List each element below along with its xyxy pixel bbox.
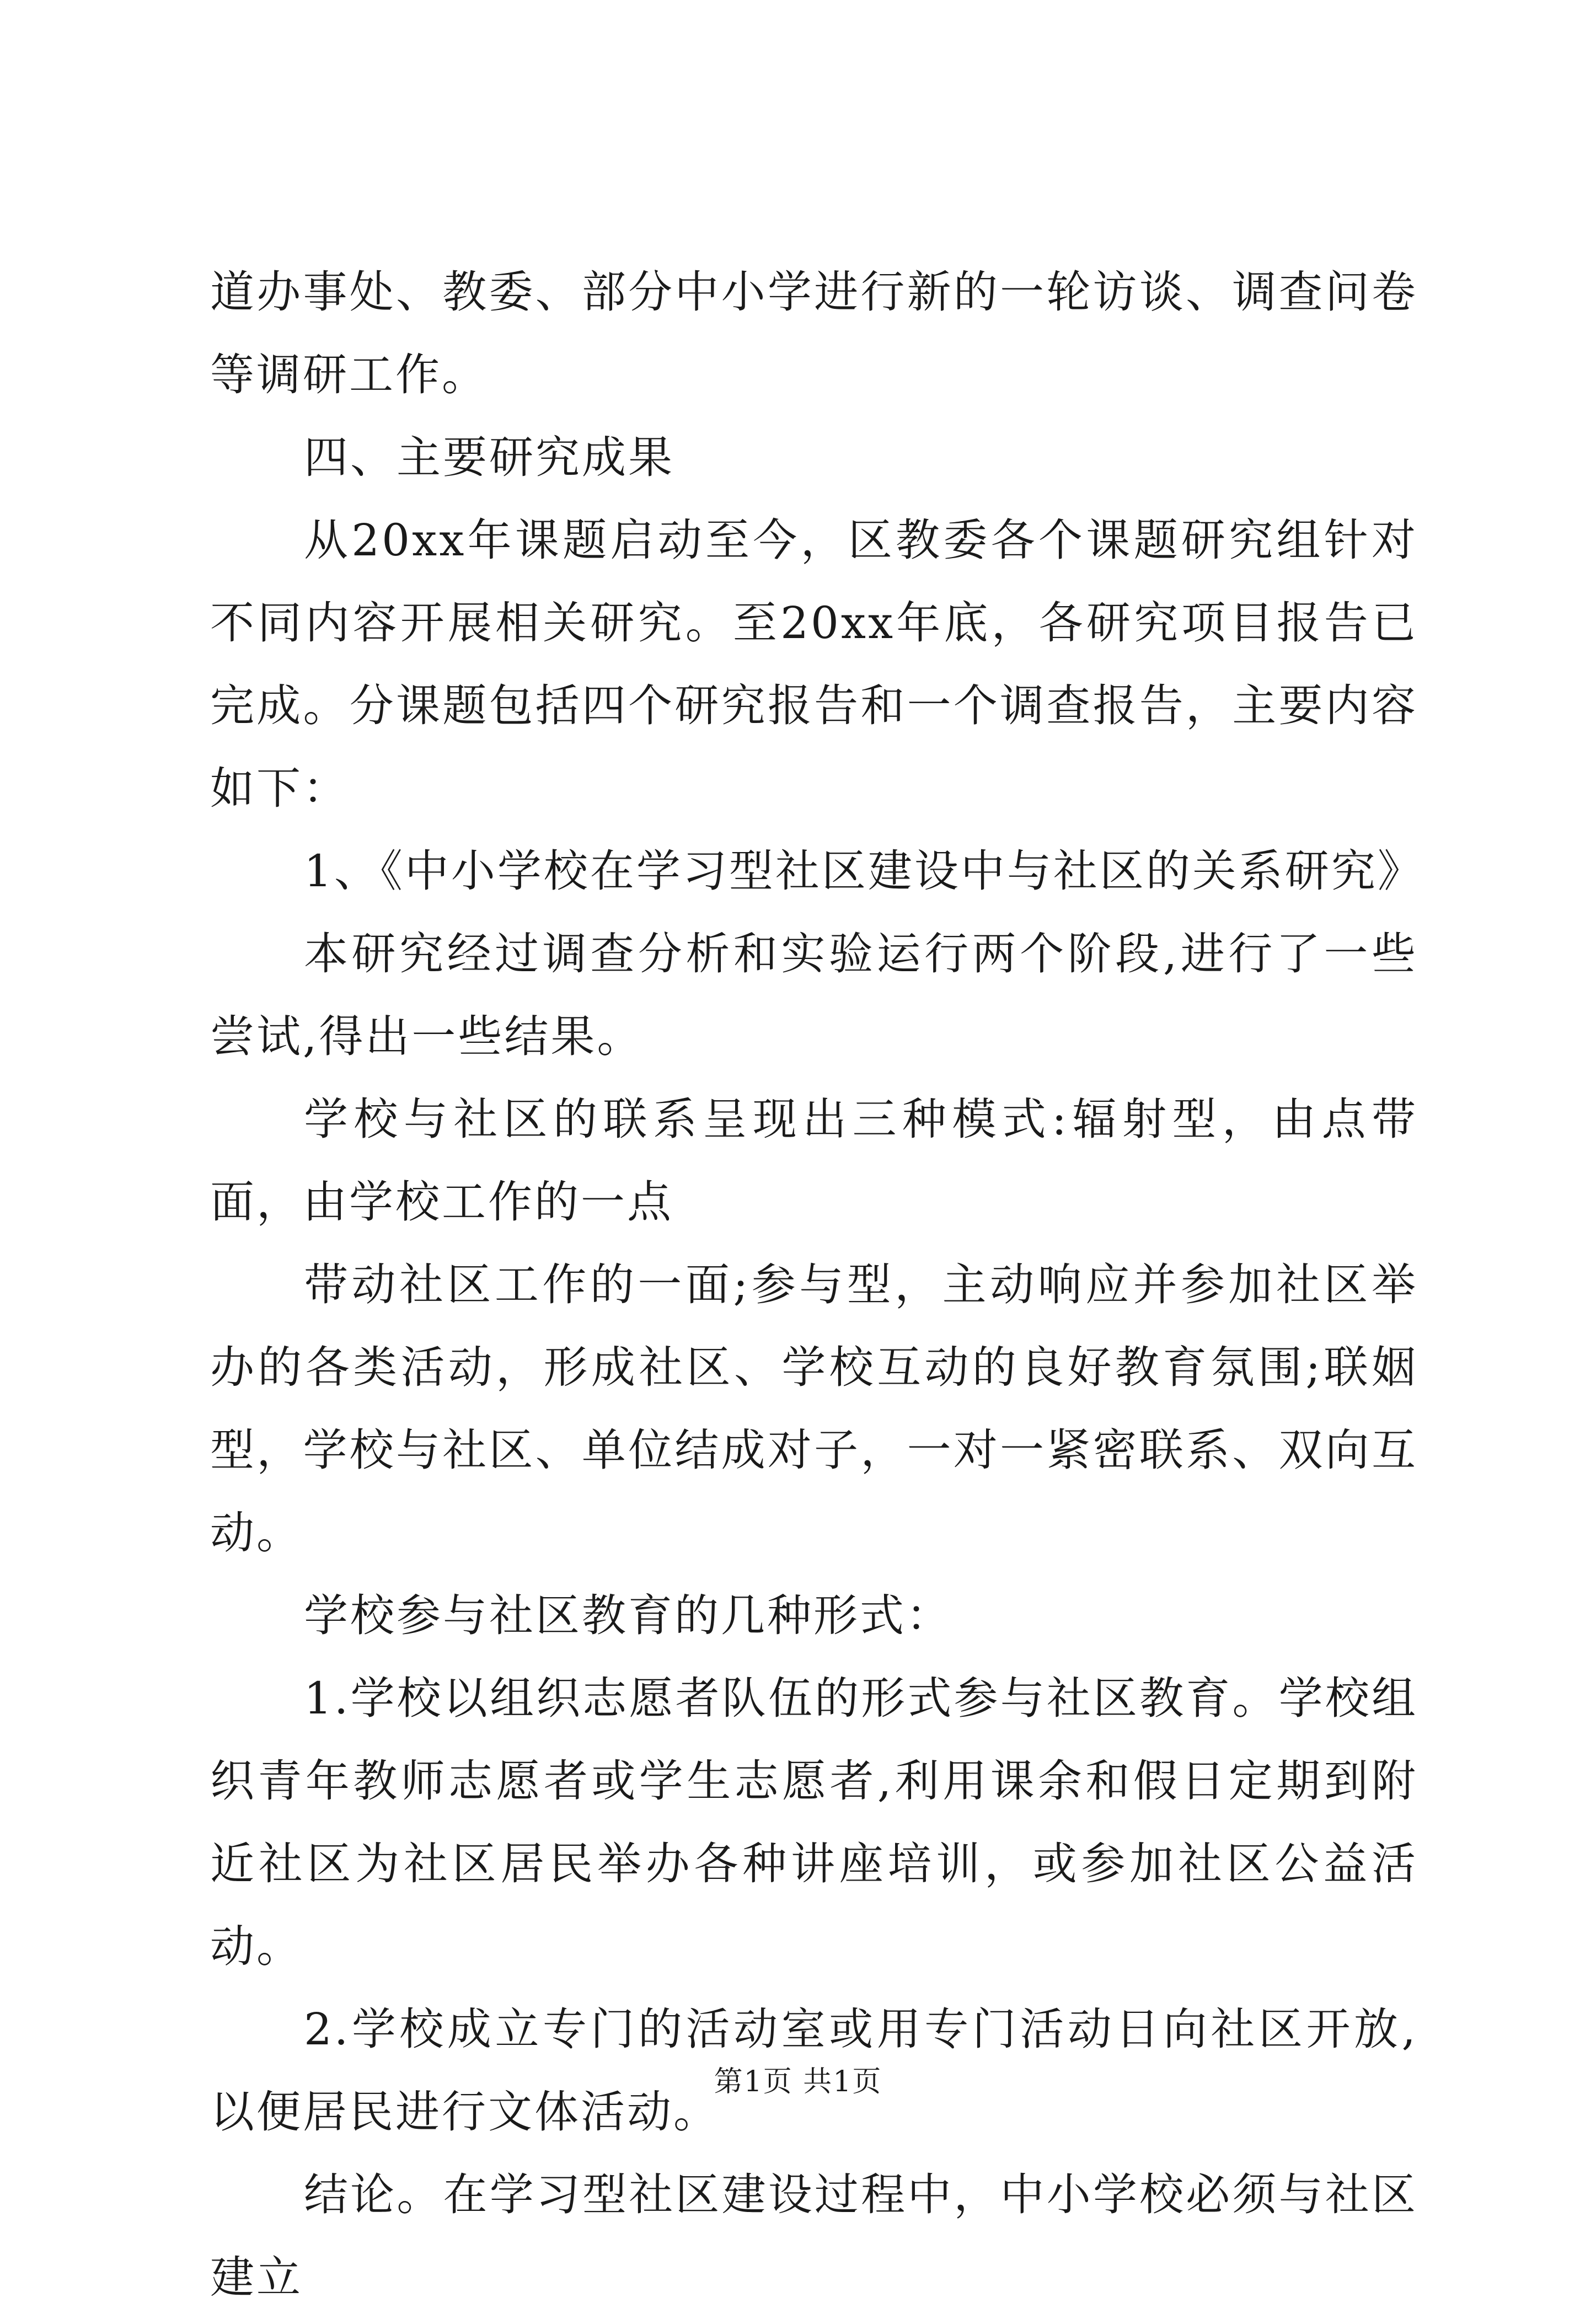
paragraph: 带动社区工作的一面;参与型，主动响应并参加社区举办的各类活动，形成社区、学校互动的良好教育氛围;联姻型，学校与社区、单位结成对子，一对一紧密联系、双向互动。 — [210, 1259, 1418, 1559]
paragraph: 道办事处、教委、部分中小学进行新的一轮访谈、调查问卷等调研工作。 — [210, 266, 1418, 400]
report-title: 1、《中小学校在学习型社区建设中与社区的关系研究》 — [304, 845, 1424, 897]
paragraph: 学校参与社区教育的几种形式： — [304, 1590, 952, 1641]
list-item: 1.学校以组织志愿者队伍的形式参与社区教育。学校组织青年教师志愿者或学生志愿者,利用课余和假日定期到附近社区为社区居民举办各种讲座培训，或参加社区公益活动。 — [210, 1673, 1418, 1972]
paragraph: 学校与社区的联系呈现出三种模式:辐射型，由点带面，由学校工作的一点 — [210, 1094, 1418, 1228]
list-item: 2.学校成立专门的活动室或用专门活动日向社区开放,以便居民进行文体活动。 — [210, 2004, 1418, 2138]
page-number: 第1页 共1页 — [714, 2065, 882, 2098]
paragraph: 从20xx年课题启动至今，区教委各个课题研究组针对不同内容开展相关研究。至20xx年底，各研究项目报告已完成。分课题包括四个研究报告和一个调查报告，主要内容如下： — [210, 515, 1418, 814]
paragraph: 本研究经过调查分析和实验运行两个阶段,进行了一些尝试,得出一些结果。 — [210, 928, 1418, 1062]
paragraph: 结论。在学习型社区建设过程中，中小学校必须与社区建立 — [210, 2169, 1418, 2303]
document-body — [210, 251, 1424, 2319]
section-heading: 四、主要研究成果 — [304, 432, 674, 483]
